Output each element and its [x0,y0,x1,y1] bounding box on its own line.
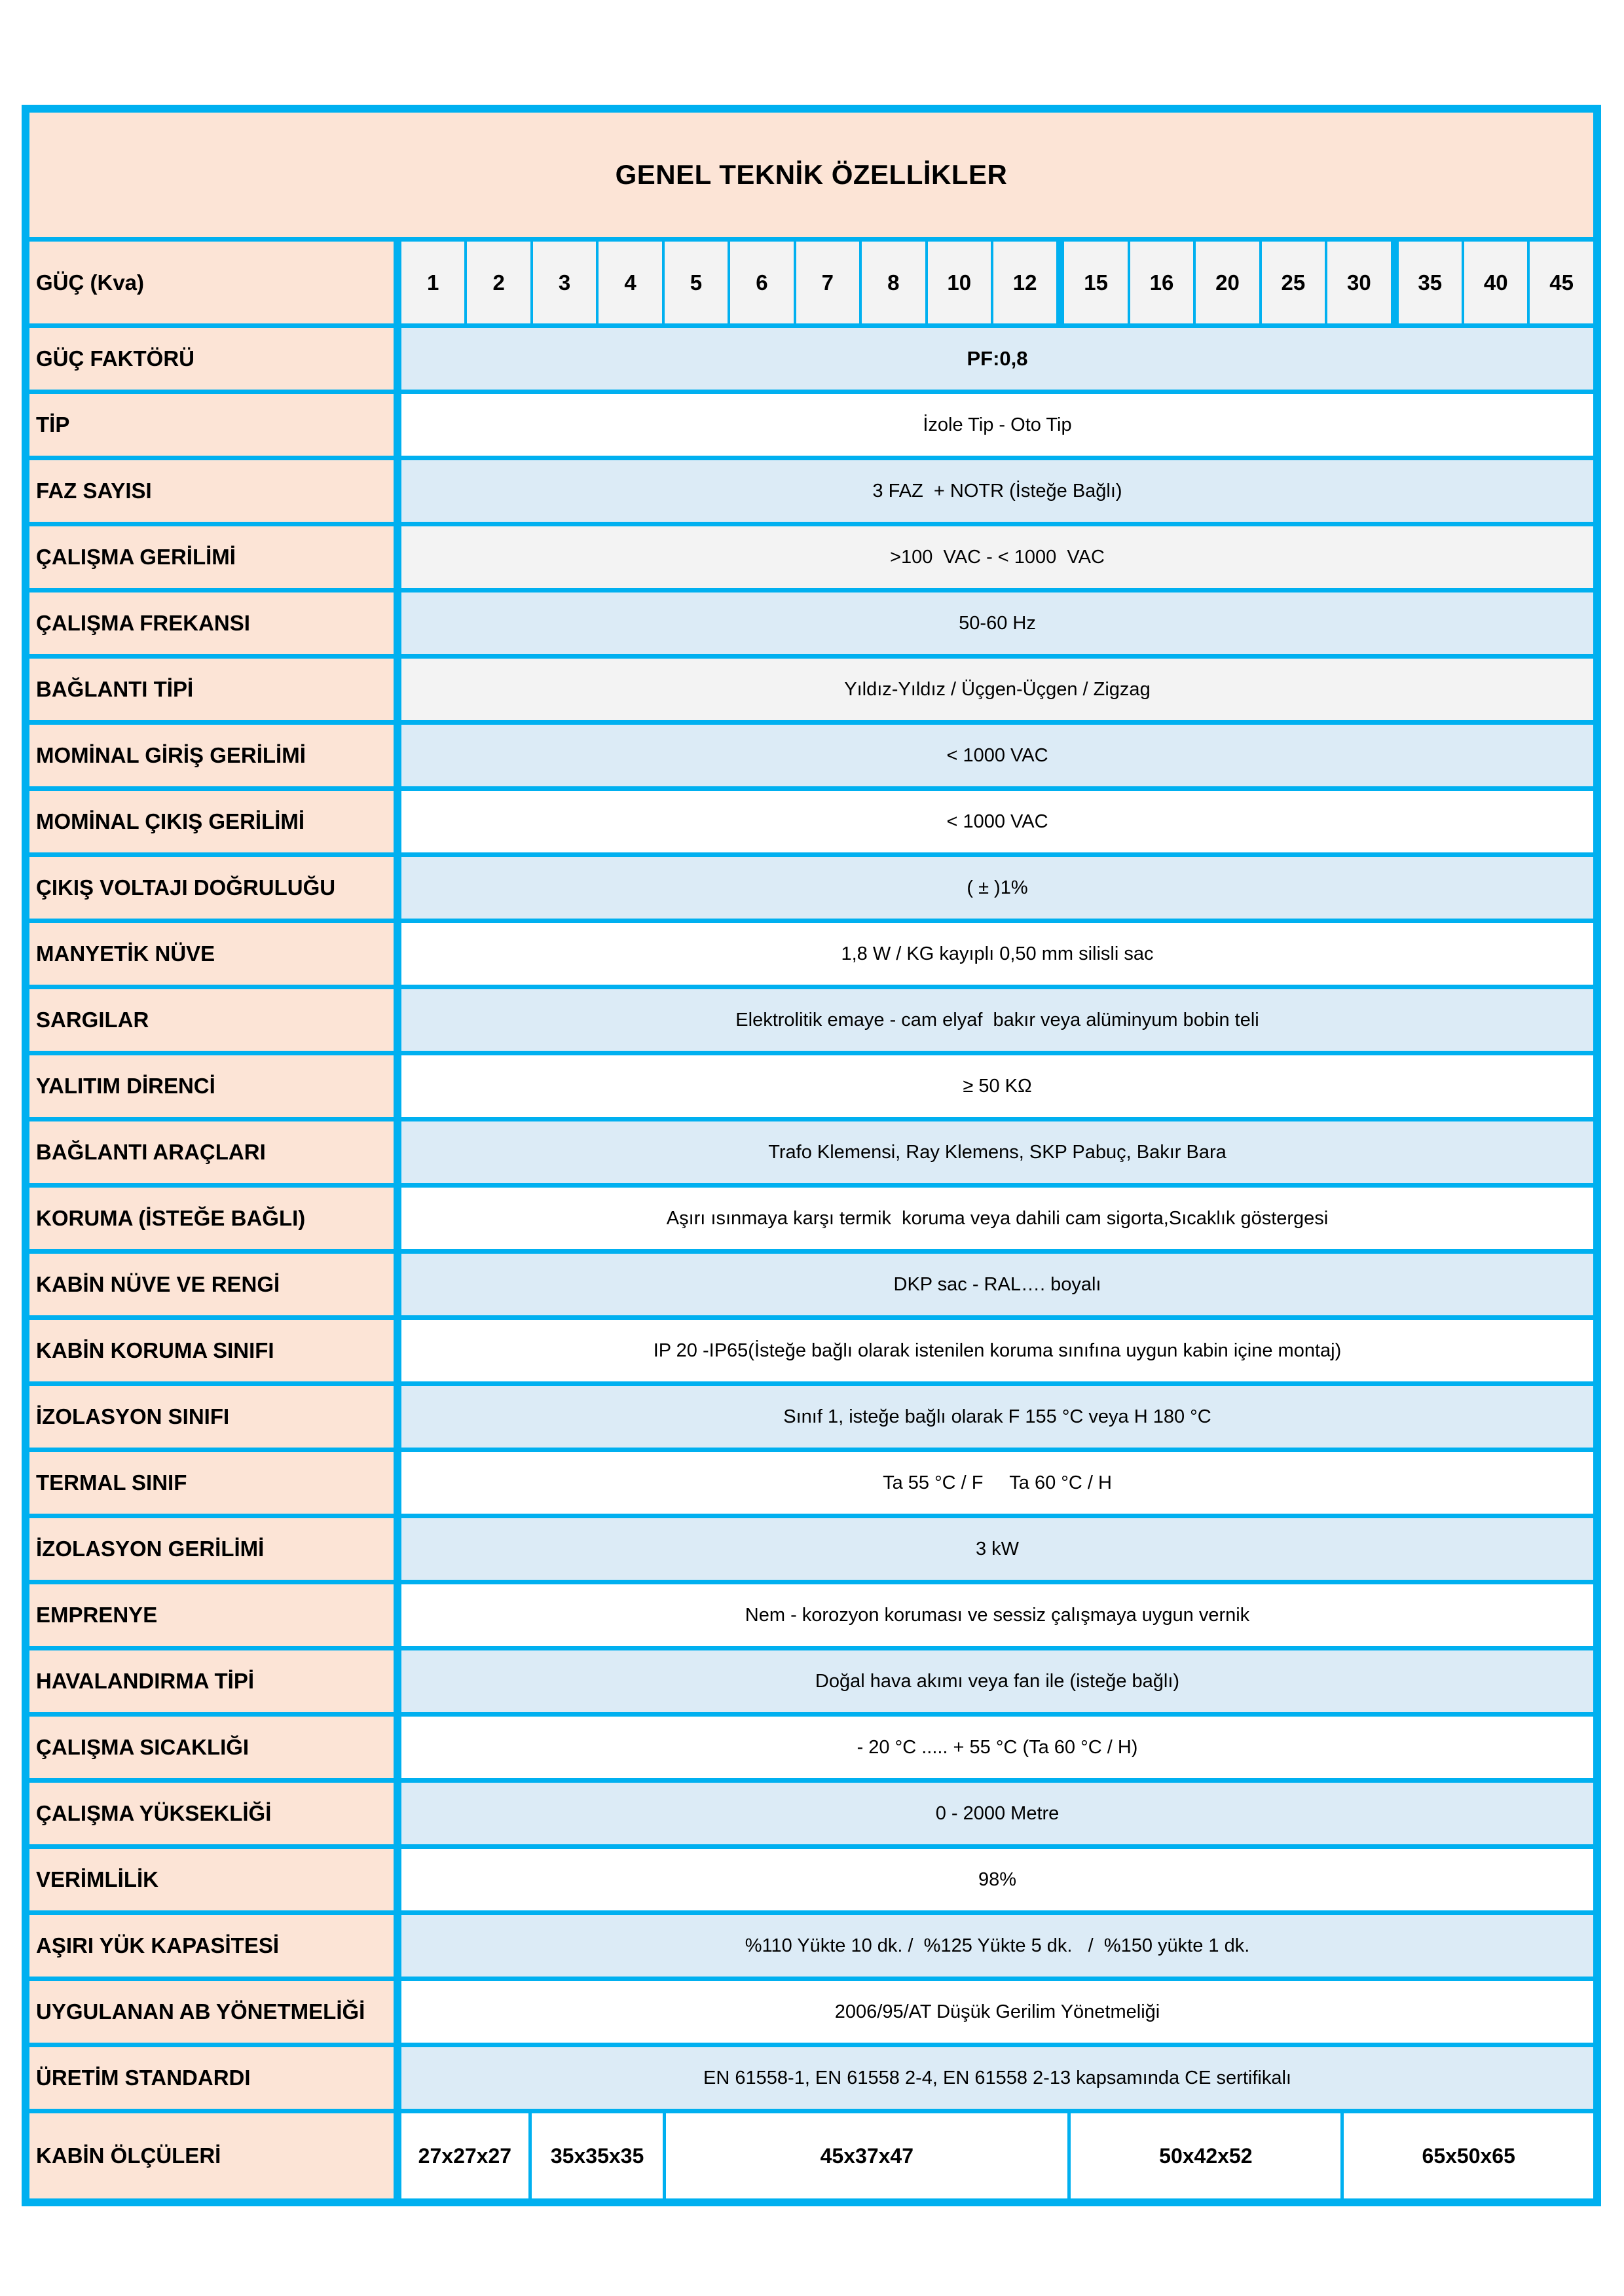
spec-row-value: 98% [401,1849,1593,1910]
power-value-cell: 15 [1064,242,1127,323]
power-value-cell: 16 [1130,242,1193,323]
power-value-cell: 35 [1399,242,1462,323]
power-header-label: GÜÇ (Kva) [29,242,394,323]
spec-row [29,1320,1593,1381]
spec-row-label: MOMİNAL ÇIKIŞ GERİLİMİ [29,791,394,852]
spec-row-value: 1,8 W / KG kayıplı 0,50 mm silisli sac [401,923,1593,985]
cabinet-dimension-cell: 35x35x35 [532,2113,663,2198]
spec-row-value: IP 20 -IP65(İsteğe bağlı olarak istenilen koruma sınıfına uygun kabin içine montaj) [401,1320,1593,1381]
cabinet-row-label: KABİN ÖLÇÜLERİ [29,2113,394,2198]
spec-row-label: TİP [29,394,394,456]
table-title: GENEL TEKNİK ÖZELLİKLER [29,113,1593,237]
power-value-cell: 45 [1530,242,1593,323]
spec-row-value: Nem - korozyon koruması ve sessiz çalışmaya uygun vernik [401,1584,1593,1646]
spec-row [29,526,1593,588]
power-value-cell: 3 [533,242,596,323]
power-value-cell: 7 [796,242,859,323]
spec-row-value: 0 - 2000 Metre [401,1783,1593,1844]
power-value-cell: 30 [1327,242,1390,323]
spec-row [29,1254,1593,1315]
spec-row [29,1915,1593,1977]
power-value-cell: 6 [730,242,793,323]
spec-row [29,328,1593,390]
cabinet-dimension-cell: 45x37x47 [666,2113,1067,2198]
spec-row-label: BAĞLANTI ARAÇLARI [29,1121,394,1183]
power-value-cell: 1 [401,242,464,323]
spec-row-value: Aşırı ısınmaya karşı termik koruma veya dahili cam sigorta,Sıcaklık göstergesi [401,1188,1593,1249]
spec-row-label: TERMAL SINIF [29,1452,394,1514]
spec-row-label: KORUMA (İSTEĞE BAĞLI) [29,1188,394,1249]
power-value-cell: 10 [928,242,991,323]
spec-row-value: DKP sac - RAL…. boyalı [401,1254,1593,1315]
spec-row [29,1121,1593,1183]
spec-row-value: >100 VAC - < 1000 VAC [401,526,1593,588]
power-header-row [29,242,1593,323]
spec-row-value: < 1000 VAC [401,791,1593,852]
spec-row-value: İzole Tip - Oto Tip [401,394,1593,456]
spec-row [29,1584,1593,1646]
power-value-cell: 5 [665,242,728,323]
spec-row-label: GÜÇ FAKTÖRÜ [29,328,394,390]
spec-row-label: ÜRETİM STANDARDI [29,2047,394,2109]
spec-row [29,1055,1593,1117]
power-value-cell: 12 [993,242,1056,323]
spec-row-value: 2006/95/AT Düşük Gerilim Yönetmeliği [401,1981,1593,2043]
spec-row-value: Sınıf 1, isteğe bağlı olarak F 155 °C veya H 180 °C [401,1386,1593,1448]
spec-row-label: FAZ SAYISI [29,460,394,522]
spec-row-value: PF:0,8 [401,328,1593,390]
spec-row-value: - 20 °C ..... + 55 °C (Ta 60 °C / H) [401,1717,1593,1778]
spec-row-label: HAVALANDIRMA TİPİ [29,1650,394,1712]
spec-row [29,592,1593,654]
spec-row [29,923,1593,985]
cabinet-dimension-cell: 65x50x65 [1344,2113,1593,2198]
spec-row [29,1452,1593,1514]
spec-row [29,791,1593,852]
spec-row [29,1188,1593,1249]
spec-row-value: 3 FAZ + NOTR (İsteğe Bağlı) [401,460,1593,522]
power-value-cell: 25 [1262,242,1325,323]
spec-row-value: ≥ 50 KΩ [401,1055,1593,1117]
spec-row-label: ÇALIŞMA YÜKSEKLİĞİ [29,1783,394,1844]
cabinet-dimension-cell: 27x27x27 [401,2113,528,2198]
cabinet-dimension-cell: 50x42x52 [1071,2113,1340,2198]
spec-row-value: %110 Yükte 10 dk. / %125 Yükte 5 dk. / %150 yükte 1 dk. [401,1915,1593,1977]
spec-row-label: KABİN KORUMA SINIFI [29,1320,394,1381]
spec-row-label: UYGULANAN AB YÖNETMELİĞİ [29,1981,394,2043]
spec-row-value: < 1000 VAC [401,725,1593,786]
spec-row [29,460,1593,522]
spec-row [29,1849,1593,1910]
spec-row-label: BAĞLANTI TİPİ [29,659,394,720]
power-header-values [401,242,1593,323]
spec-row [29,989,1593,1051]
spec-row-label: MOMİNAL GİRİŞ GERİLİMİ [29,725,394,786]
spec-row-value: Trafo Klemensi, Ray Klemens, SKP Pabuç, Bakır Bara [401,1121,1593,1183]
spec-row-label: ÇALIŞMA GERİLİMİ [29,526,394,588]
spec-row-value: Ta 55 °C / F Ta 60 °C / H [401,1452,1593,1514]
spec-row [29,1783,1593,1844]
spec-row-label: YALITIM DİRENCİ [29,1055,394,1117]
spec-row-label: MANYETİK NÜVE [29,923,394,985]
power-value-cell: 4 [599,242,661,323]
spec-row [29,2047,1593,2109]
spec-table [22,105,1601,2206]
cabinet-dimension-values [401,2113,1593,2198]
power-value-cell: 40 [1464,242,1527,323]
power-value-cell: 8 [862,242,925,323]
spec-row-value: 50-60 Hz [401,592,1593,654]
spec-row [29,1386,1593,1448]
spec-row-value: Elektrolitik emaye - cam elyaf bakır veya alüminyum bobin teli [401,989,1593,1051]
spec-row [29,1981,1593,2043]
spec-row [29,725,1593,786]
spec-row-label: İZOLASYON SINIFI [29,1386,394,1448]
spec-row-value: Yıldız-Yıldız / Üçgen-Üçgen / Zigzag [401,659,1593,720]
spec-row [29,659,1593,720]
spec-row-value: Doğal hava akımı veya fan ile (isteğe bağlı) [401,1650,1593,1712]
spec-row [29,1717,1593,1778]
spec-row-value: 3 kW [401,1518,1593,1580]
spec-row-label: SARGILAR [29,989,394,1051]
spec-row-label: KABİN NÜVE VE RENGİ [29,1254,394,1315]
spec-row [29,1518,1593,1580]
power-value-cell: 2 [467,242,530,323]
spec-row-label: ÇALIŞMA FREKANSI [29,592,394,654]
spec-row-label: AŞIRI YÜK KAPASİTESİ [29,1915,394,1977]
spec-row-label: ÇALIŞMA SICAKLIĞI [29,1717,394,1778]
spec-row-value: ( ± )1% [401,857,1593,919]
spec-row-label: VERİMLİLİK [29,1849,394,1910]
spec-row-label: EMPRENYE [29,1584,394,1646]
spec-row-label: İZOLASYON GERİLİMİ [29,1518,394,1580]
cabinet-dimensions-row [29,2113,1593,2198]
spec-row [29,394,1593,456]
spec-row [29,857,1593,919]
spec-row-label: ÇIKIŞ VOLTAJI DOĞRULUĞU [29,857,394,919]
power-value-cell: 20 [1196,242,1259,323]
spec-row [29,1650,1593,1712]
spec-row-value: EN 61558-1, EN 61558 2-4, EN 61558 2-13 kapsamında CE sertifikalı [401,2047,1593,2109]
